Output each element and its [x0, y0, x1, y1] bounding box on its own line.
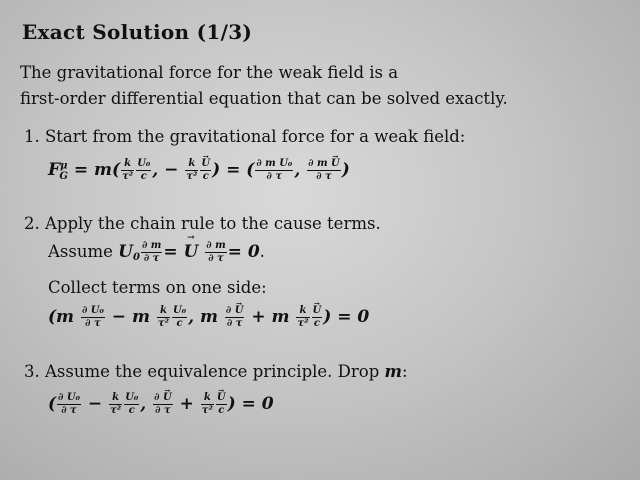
- step-3-prefix: 3. Assume the equivalence principle. Drop: [24, 362, 380, 381]
- slide-title: Exact Solution (1/3): [22, 20, 253, 44]
- step-3-variable: m: [384, 362, 402, 381]
- step-2-assumption: [48, 240, 265, 265]
- step-3-text: [24, 362, 408, 381]
- intro-line-2: first-order differential equation that can be solved exactly.: [20, 89, 508, 108]
- collect-terms-text: Collect terms on one side:: [48, 278, 267, 297]
- equation-weak-field-force: $F^\mu_G = m$( $\frac{k}{\text{τ²}}$ $\frac{\text{U₀}}{c}$ , − $\frac{k}{\text{τ²}}$ → $\frac{U}{c}$ ) = ( $\frac{\text{∂ m U₀}}{\partial \tau}$ , $\frac{\partial m \to U}{\partial \tau}$ ): [48, 158, 350, 183]
- equation-collected-terms: (m $\frac{\text{∂ U₀}}{\partial \tau}$ − m $\frac{k}{\text{τ²}}$ $\frac{\text{U₀}}{c}$ , m $\frac{\partial \to U}{\partial \tau}$ + m $\frac{k}{\text{τ²}}$ → $\frac{U}{c}$ ) = 0: [48, 305, 369, 330]
- intro-line-1: The gravitational force for the weak field is a: [20, 63, 399, 82]
- assume-prefix: Assume: [48, 242, 113, 261]
- equation-chain-rule-assumption: U0 $\frac{\partial m}{\partial \tau}$ = → U $\frac{\partial m}{\partial \tau}$ = 0: [118, 242, 260, 262]
- assume-end: .: [259, 242, 265, 261]
- equation-equivalence-principle: ( $\frac{\text{∂ U₀}}{\partial \tau}$ − $\frac{k}{\text{τ²}}$ $\frac{\text{U₀}}{c}$ , $\frac{\partial \to U}{\partial \tau}$ + $\frac{k}{\text{τ²}}$ → $\frac{U}{c}$ ) = 0: [48, 392, 274, 417]
- step-1-text: 1. Start from the gravitational force for a weak field:: [24, 127, 466, 146]
- intro-paragraph: [20, 60, 620, 112]
- step-3-suffix: :: [402, 362, 408, 381]
- step-2-text: 2. Apply the chain rule to the cause terms.: [24, 214, 381, 233]
